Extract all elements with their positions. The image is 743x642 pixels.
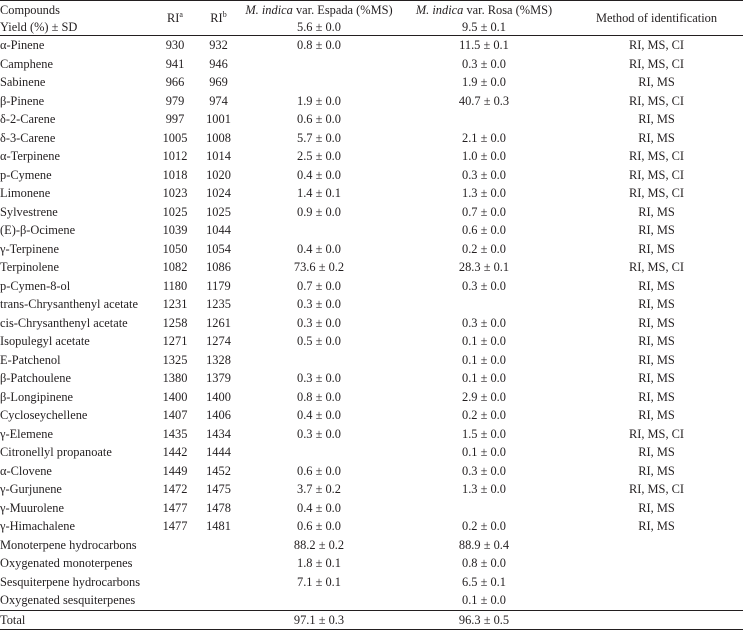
method-value: RI, MS [638,463,675,478]
method-value: RI, MS [638,371,675,385]
espada-value: 0.4 ± 0.0 [297,241,341,256]
method-value: RI, MS, CI [628,186,685,200]
ri-a: 1258 [162,315,188,330]
table-row [0,462,743,481]
espada-value: 0.4 ± 0.0 [297,167,341,182]
ri-a: 966 [165,75,185,89]
ri-a: 1407 [162,408,188,422]
table-row [0,425,743,444]
table-row [0,388,743,407]
ri-a [153,536,197,555]
ri-a [153,573,197,592]
espada-value: 88.2 ± 0.2 [293,537,345,552]
espada-value: 1.4 ± 0.1 [297,186,341,200]
method-value: RI, MS [638,278,675,293]
ri-a [153,554,197,573]
method-value: RI, MS, CI [628,93,685,108]
table-row [0,166,743,185]
method-value [570,536,743,555]
method-value: RI, MS [638,315,675,330]
ri-b: 932 [209,38,228,52]
espada-value: 0.7 ± 0.0 [297,278,341,293]
ri-b: 1274 [206,334,231,348]
method-value: RI, MS [638,519,675,533]
table-row [0,147,743,166]
rosa-value: 0.8 ± 0.0 [462,556,506,570]
compound-name: β-Patchoulene [0,371,71,385]
ri-a: 1380 [162,371,188,385]
ri-a: 1442 [162,445,188,459]
espada-value [240,351,398,370]
rosa-value: 0.7 ± 0.0 [462,204,506,219]
compound-name: Terpinolene [0,260,59,274]
compound-name: Sesquiterpene hydrocarbons [0,574,141,589]
ri-a: 1012 [162,149,188,163]
method-value: RI, MS [638,334,675,348]
ri-b: 1434 [206,426,231,441]
espada-value: 0.8 ± 0.0 [297,389,341,404]
table-row [0,351,743,370]
espada-value: 2.5 ± 0.0 [297,149,341,163]
table-row [0,517,743,536]
total-label: Total [0,610,153,629]
compound-name: Oxygenated monoterpenes [0,556,133,570]
compound-name: trans-Chrysanthenyl acetate [0,297,138,311]
table-row [0,110,743,129]
table-footer [0,610,743,629]
ri-b: 1444 [206,445,231,459]
rosa-value: 0.3 ± 0.0 [462,167,506,182]
header-espada-yield: 5.6 ± 0.0 [297,20,341,34]
espada-value: 0.9 ± 0.0 [297,204,341,219]
rosa-value: 11.5 ± 0.1 [459,38,509,52]
rosa-value: 1.9 ± 0.0 [462,75,506,89]
ri-b [197,554,240,573]
table-row [0,480,743,499]
compound-name: γ-Elemene [0,426,53,441]
compound-name: (E)-β-Ocimene [0,223,76,237]
table-row [0,536,743,555]
espada-value: 0.5 ± 0.0 [297,334,341,348]
rosa-value: 0.1 ± 0.0 [462,352,506,367]
espada-value [240,221,398,240]
espada-value: 1.9 ± 0.0 [297,93,341,108]
compound-name: Oxygenated sesquiterpenes [0,593,136,607]
rosa-value [398,295,570,314]
ri-a [153,591,197,610]
compound-name: α-Terpinene [0,149,60,163]
rosa-value: 2.9 ± 0.0 [462,389,506,404]
rosa-value: 0.3 ± 0.0 [462,315,506,330]
espada-value: 0.3 ± 0.0 [297,426,341,441]
header-espada: M. indica var. Espada (%MS) [245,3,393,17]
rosa-value: 0.1 ± 0.0 [462,371,506,385]
method-value: RI, MS [638,130,675,145]
table-row [0,92,743,111]
compound-name: γ-Gurjunene [0,482,62,496]
ri-b: 1014 [206,149,231,163]
rosa-value: 6.5 ± 0.1 [462,574,506,589]
compound-name: Monoterpene hydrocarbons [0,537,137,552]
compound-name: p-Cymen-8-ol [0,278,71,293]
table-header [0,1,743,36]
espada-value: 0.4 ± 0.0 [297,408,341,422]
method-value: RI, MS [638,500,675,515]
ri-a: 1039 [162,223,188,237]
rosa-value: 0.2 ± 0.0 [462,519,506,533]
compound-name: Sylvestrene [0,204,58,219]
header-row [0,1,743,20]
table-row [0,55,743,74]
rosa-value: 0.6 ± 0.0 [462,223,506,237]
ri-b: 1044 [206,223,231,237]
compound-name: Camphene [0,56,53,71]
ri-b: 974 [209,93,228,108]
ri-a: 1025 [162,204,188,219]
espada-value: 7.1 ± 0.1 [297,574,341,589]
compound-name: Cycloseychellene [0,408,88,422]
compound-name: Limonene [0,186,51,200]
method-value: RI, MS [638,223,675,237]
table-row [0,221,743,240]
total-ri-b [197,610,240,629]
compound-name: Isopulegyl acetate [0,334,90,348]
ri-a: 1477 [162,500,188,515]
table-row [0,499,743,518]
compound-name: β-Pinene [0,93,45,108]
header-ri-a: $RI^a$ [167,9,183,25]
method-value [570,591,743,610]
header-rosa-yield: 9.5 ± 0.1 [462,20,506,34]
table-row [0,369,743,388]
ri-b: 1406 [206,408,231,422]
rosa-value: 1.0 ± 0.0 [462,149,506,163]
header-rosa: M. indica var. Rosa (%MS) [415,3,553,17]
table-row [0,73,743,92]
espada-value: 0.3 ± 0.0 [297,297,341,311]
rosa-value: 0.3 ± 0.0 [462,463,506,478]
header-compounds: Compounds [0,3,60,17]
method-value: RI, MS [638,75,675,89]
rosa-value [398,499,570,518]
ri-a: 979 [165,93,185,108]
espada-value: 73.6 ± 0.2 [293,260,345,274]
compound-name: α-Pinene [0,38,45,52]
ri-a: 1325 [162,352,188,367]
ri-b: 1452 [206,463,231,478]
rosa-value: 0.3 ± 0.0 [462,278,506,293]
rosa-value: 28.3 ± 0.1 [458,260,510,274]
method-value: RI, MS, CI [628,426,685,441]
rosa-value: 0.3 ± 0.0 [462,56,506,71]
table-row [0,203,743,222]
table-row [0,554,743,573]
header-yield-label: Yield (%) ± SD [0,20,78,34]
ri-b: 1400 [206,389,231,404]
method-value: RI, MS, CI [628,260,685,274]
ri-b: 1001 [206,112,231,126]
rosa-value [398,110,570,129]
rosa-value: 1.3 ± 0.0 [462,186,506,200]
table-row [0,36,743,55]
compound-name: p-Cymene [0,167,52,182]
ri-a: 1231 [162,297,188,311]
total-espada: 97.1 ± 0.3 [240,610,398,629]
ri-b: 1261 [206,315,231,330]
method-value: RI, MS, CI [628,149,685,163]
ri-b: 1235 [206,297,231,311]
compound-name: cis-Chrysanthenyl acetate [0,315,128,330]
table-row [0,591,743,610]
ri-a: 1449 [162,463,188,478]
espada-value: 0.8 ± 0.0 [297,38,341,52]
table-row [0,258,743,277]
rosa-value: 1.5 ± 0.0 [462,426,506,441]
table-row [0,573,743,592]
rosa-value: 88.9 ± 0.4 [458,537,510,552]
table-body [0,36,743,611]
ri-a: 1023 [162,186,188,200]
ri-b: 1179 [206,278,231,293]
ri-a: 1472 [162,482,188,496]
rosa-value: 1.3 ± 0.0 [462,482,506,496]
compound-name: Citronellyl propanoate [0,445,112,459]
ri-a: 1005 [162,130,188,145]
ri-b: 1020 [206,167,231,182]
total-row [0,610,743,629]
method-value [570,554,743,573]
header-method: Method of identification [595,11,718,25]
ri-b: 1478 [206,500,231,515]
espada-value: 0.6 ± 0.0 [297,519,341,533]
ri-a: 930 [165,38,185,52]
compound-name: δ-3-Carene [0,130,56,145]
ri-a: 1018 [162,167,188,182]
espada-value [240,55,398,74]
table-row [0,184,743,203]
compound-name: E-Patchenol [0,352,61,367]
method-value: RI, MS [638,389,675,404]
ri-a: 1082 [162,260,188,274]
method-value: RI, MS [638,408,675,422]
method-value: RI, MS [638,445,675,459]
method-value: RI, MS [638,241,675,256]
method-value: RI, MS, CI [628,167,685,182]
table-row [0,406,743,425]
espada-value: 3.7 ± 0.2 [297,482,341,496]
ri-a: 1180 [162,278,188,293]
ri-b [197,536,240,555]
espada-value: 1.8 ± 0.1 [297,556,341,570]
ri-b [197,573,240,592]
method-value: RI, MS [638,204,675,219]
total-rosa: 96.3 ± 0.5 [398,610,570,629]
espada-value: 0.4 ± 0.0 [297,500,341,515]
ri-b: 1008 [206,130,231,145]
compound-name: γ-Himachalene [0,519,75,533]
table-row [0,129,743,148]
ri-b: 1481 [206,519,231,533]
rosa-value: 0.1 ± 0.0 [462,334,506,348]
espada-value: 0.6 ± 0.0 [297,112,341,126]
table-row [0,277,743,296]
header-ri-b: $RI^b$ [210,9,227,25]
espada-value [240,73,398,92]
ri-b: 1025 [206,204,231,219]
method-value: RI, MS, CI [628,56,685,71]
ri-b: 946 [209,56,228,71]
method-value: RI, MS [638,112,675,126]
rosa-value: 0.1 ± 0.0 [462,593,506,607]
espada-value [240,443,398,462]
ri-a: 941 [165,56,185,71]
ri-b: 1086 [206,260,231,274]
method-value: RI, MS, CI [628,38,685,52]
ri-a: 1477 [162,519,188,533]
ri-b: 1328 [206,352,231,367]
compound-name: α-Clovene [0,463,52,478]
table-row [0,240,743,259]
espada-value: 0.3 ± 0.0 [297,371,341,385]
compound-name: β-Longipinene [0,389,74,404]
table-row [0,314,743,333]
ri-a: 1400 [162,389,188,404]
ri-b: 1379 [206,371,231,385]
rosa-value: 0.2 ± 0.0 [462,408,506,422]
ri-b: 969 [209,75,228,89]
table-row [0,332,743,351]
ri-b: 1475 [206,482,231,496]
ri-a: 1050 [162,241,188,256]
table-row [0,443,743,462]
ri-a: 1271 [162,334,188,348]
compound-name: γ-Muurolene [0,500,64,515]
table-row [0,295,743,314]
total-method [570,610,743,629]
ri-a: 997 [165,112,185,126]
rosa-value: 0.2 ± 0.0 [462,241,506,256]
ri-b: 1054 [206,241,231,256]
method-value: RI, MS [638,352,675,367]
compound-name: Sabinene [0,75,46,89]
ri-b [197,591,240,610]
total-ri-a [153,610,197,629]
espada-value: 0.6 ± 0.0 [297,463,341,478]
rosa-value: 2.1 ± 0.0 [462,130,506,145]
method-value: RI, MS [638,297,675,311]
method-value: RI, MS, CI [628,482,685,496]
espada-value: 0.3 ± 0.0 [297,315,341,330]
rosa-value: 0.1 ± 0.0 [462,445,506,459]
ri-a: 1435 [162,426,188,441]
rosa-value: 40.7 ± 0.3 [458,93,510,108]
compound-name: γ-Terpinene [0,241,59,256]
espada-value: 5.7 ± 0.0 [297,130,341,145]
ri-b: 1024 [206,186,231,200]
espada-value [240,591,398,610]
method-value [570,573,743,592]
compound-name: δ-2-Carene [0,112,56,126]
